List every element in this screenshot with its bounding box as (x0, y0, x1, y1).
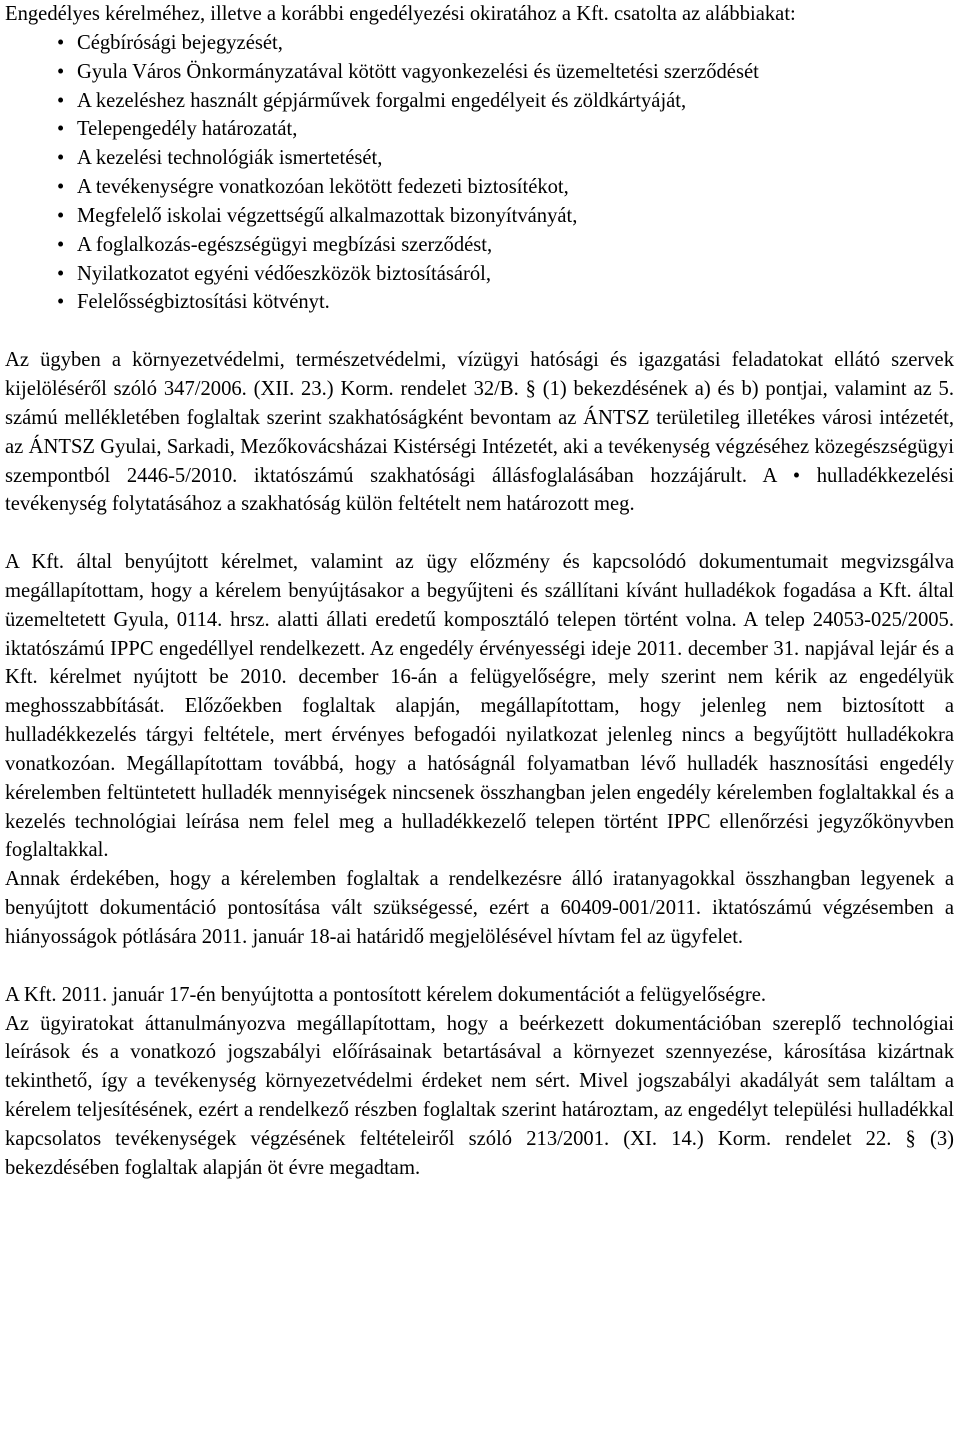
list-item (57, 144, 954, 173)
bullet-icon: • (57, 31, 65, 54)
intro-paragraph: Engedélyes kérelméhez, illetve a korábbi engedélyezési okiratához a Kft. csatolta az alábbiakat: (5, 3, 796, 25)
paragraph-decision: Az ügyiratokat áttanulmányozva megállapítottam, hogy a beérkezett dokumentációban szereplő technológiai leírások és a vonatkozó jogszabályi előírásainak betartásával a környezet szennyezése, károsítása kizártnak tekinthető, így a tevékenység környezetvédelmi érdeket nem sért. Mivel jogszabályi akadályát sem találtam a kérelem teljesítésének, ezért a rendelkező részben foglaltak szerint határoztam, az engedélyt települési hulladékkal kapcsolatos tevékenységek végzésének feltételeiről szóló 213/2001. (XI. 14.) Korm. rendelet 22. § (3) bekezdésében foglaltak alapján öt évre megadtam. (5, 1012, 954, 1179)
bullet-icon: • (57, 176, 65, 199)
paragraph-findings: A Kft. által benyújtott kérelmet, valamint az ügy előzmény és kapcsolódó dokumentumait megvizsgálva megállapítottam, hogy a kérelem benyújtásakor a begyűjteni és szállítani kívánt hulladékok fogadása a Kft. által üzemeltetett Gyula, 0114. hrsz. alatti állati eredetű komposztáló telepen történt volna. A telep 24053-025/2005. iktatószámú IPPC engedéllyel rendelkezett. Az engedély érvényességi ideje 2011. december 31. napjával lejár és a Kft. kérelmet nyújtott be 2010. december 16-án a felügyelőségre, mely szerint nem kérik az engedélyük meghosszabbítását. Előzőekben foglaltak alapján, megállapítottam, hogy jelenleg nem biztosított a hulladékkezelés tárgyi feltétele, mert érvényes befogadói nyilatkozat jelenleg nincs a begyűjtött hulladékokra vonatkozóan. Megállapítottam továbbá, hogy a hatóságnál folyamatban lévő hulladék hasznosítási engedély kérelemben feltüntetett hulladék mennyiségek nincsenek összhangban jelen engedély kérelemben foglaltakkal és a kezelés technológiai leírása nem felel meg a hulladékkezelő telepen történt IPPC ellenőrzési jegyzőkönyvben foglaltakkal. (5, 551, 954, 862)
list-item (57, 115, 954, 144)
bullet-icon: • (57, 233, 65, 256)
paragraph-spacer (5, 952, 954, 981)
list-item-text: Gyula Város Önkormányzatával kötött vagyonkezelési és üzemeltetési szerződését (77, 60, 759, 83)
document-page (5, 0, 954, 1183)
bullet-icon: • (57, 147, 65, 170)
list-item-text: Cégbírósági bejegyzését, (77, 31, 283, 54)
bullet-icon: • (57, 204, 65, 227)
list-item (57, 231, 954, 260)
bullet-icon: • (57, 118, 65, 141)
list-item (57, 260, 954, 289)
list-item (57, 58, 954, 87)
bullet-icon: • (57, 60, 65, 83)
list-item (57, 173, 954, 202)
list-item (57, 202, 954, 231)
list-item-text: Nyilatkozatot egyéni védőeszközök biztosításáról, (77, 262, 492, 285)
list-item-text: A tevékenységre vonatkozóan lekötött fedezeti biztosítékot, (77, 176, 569, 199)
paragraph-authority-consultation: Az ügyben a környezetvédelmi, természetvédelmi, vízügyi hatósági és igazgatási feladatokat ellátó szervek kijelöléséről szóló 347/2006. (XII. 23.) Korm. rendelet 32/B. § (1) bekezdésének a) és b) pontjai, valamint az 5. számú mellékletében foglaltak szerint szakhatóságként bevontam az ÁNTSZ területileg illetékes városi intézetét, az ÁNTSZ Gyulai, Sarkadi, Mezőkovácsházai Kistérségi Intézetét, aki a tevékenység végzéséhez közegészségügyi szempontból 2446-5/2010. iktatószámú szakhatósági állásfoglalásában hozzájárult. A • hulladékkezelési tevékenység folytatásához a szakhatóság külön feltételt nem határozott meg. (5, 349, 954, 516)
list-item (57, 87, 954, 116)
paragraph-deficiency-notice: Annak érdekében, hogy a kérelemben foglaltak a rendelkezésre álló iratanyagokkal összhangban legyenek a benyújtott dokumentáció pontosítása vált szükségessé, ezért a 60409-001/2011. iktatószámú végzésemben a hiányosságok pótlására 2011. január 18-ai határidő megjelölésével hívtam fel az ügyfelet. (5, 868, 954, 948)
list-item-text: Megfelelő iskolai végzettségű alkalmazottak bizonyítványát, (77, 204, 578, 227)
list-item-text: A kezeléshez használt gépjárművek forgalmi engedélyeit és zöldkártyáját, (77, 89, 687, 112)
list-item-text: Felelősségbiztosítási kötvényt. (77, 291, 330, 314)
paragraph-spacer (5, 519, 954, 548)
list-item (57, 288, 954, 317)
bullet-icon: • (57, 291, 65, 314)
attachments-list (5, 29, 954, 317)
list-item-text: A foglalkozás-egészségügyi megbízási szerződést, (77, 233, 493, 256)
list-item-text: A kezelési technológiák ismertetését, (77, 147, 383, 170)
list-item (57, 29, 954, 58)
list-item-text: Telepengedély határozatát, (77, 118, 298, 141)
bullet-icon: • (57, 89, 65, 112)
paragraph-submission: A Kft. 2011. január 17-én benyújtotta a pontosított kérelem dokumentációt a felügyelőségre. (5, 983, 766, 1006)
bullet-icon: • (57, 262, 65, 285)
paragraph-spacer (5, 317, 954, 346)
